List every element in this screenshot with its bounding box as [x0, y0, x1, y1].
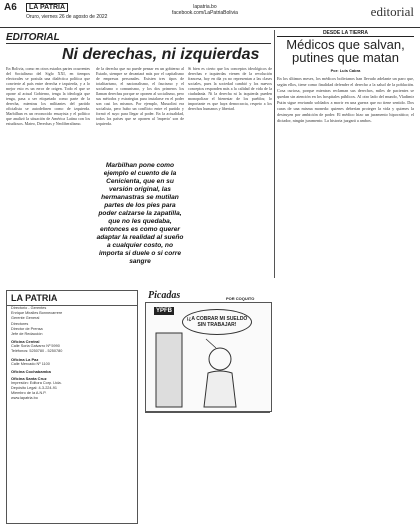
newspaper-logo: LA PATRIA — [26, 3, 68, 12]
masthead-section: Oficina Santa Cruz — [11, 375, 47, 381]
editorial-column-1: En Bolivia, como en otros estados partes ocurrentes del Socialismo del Siglo XXI, en tiempos electorales se postula una dialéctica política que convierte al país entre derecha e izquierda, y a lo mejor esto es un error de origen. Todo el que se opone al actual Gobierno, tenga la ideología que tenga, pasa a ser etiquetado como parte de la derecha, mientras los militantes del partido oficialista se autodefinen como de izquierda. Marbilhan es un reconocido ensayista y el político que analizó la situación de América Latina con los estudiosos. Mateo, Derechas y Neoliberalismo. — [6, 66, 90, 126]
masthead-line: Jefe de Redacción — [11, 332, 43, 337]
masthead-section: Oficina Central — [11, 339, 40, 345]
cartoon-drawing — [146, 303, 271, 411]
editorial-pullquote: Marbilhan pone como ejemplo el cuento de la Cenicienta, que en su versión original, las hermanastras se mutilan partes de los pies para poder calzarse la zapatilla, que no les quedaba, entonces es como querer adaptar la realidad al sueño a cualquier costo, no importa si duele o si corre sangre — [96, 162, 184, 265]
masthead-line: www.lapatria.bo — [11, 396, 38, 401]
column-kicker: DESDE LA TIERRA — [277, 30, 414, 37]
masthead-line: Directores — [11, 321, 29, 326]
masthead-line: Teléfonos: 5250780 - 5250780 — [11, 349, 63, 354]
issue-date: Oruro, viernes 26 de agosto de 2022 — [26, 14, 108, 20]
cartoon-credit: POR COQUITO — [226, 296, 255, 301]
masthead-title: LA PATRIA — [7, 291, 137, 306]
page-number: A6 — [4, 2, 17, 13]
masthead-line: Depósito Legal: 4-3-224-91 — [11, 386, 58, 391]
ypfb-sign: YPFB — [156, 308, 173, 314]
masthead-line: Directorio - Gerentes — [11, 306, 47, 310]
speech-bubble: ¡¿A COBRAR MI SUELDO SIN TRABAJAR! — [182, 309, 252, 335]
column-headline: Médicos que salvan, putines que matan — [286, 37, 405, 65]
masthead-line: Impresión: Editora Corp. Ltda. — [11, 380, 62, 385]
editorial-column-3: Si bien es cierto que los conceptos ideológicos de derechas e izquierdas vienen de la revolución francesa, hoy en día ya no representan a las clases sociales, pues la sociedad cambió y los nuevos conceptos responden más a la calidad de vida de la ciudadanía. Ni la derecha ni la izquierda pueden monopolizar el bienestar de los pueblos; lo importante es que haya democracia, respeto a los derechos humanos y libertad. — [188, 66, 272, 111]
facebook-url: facebook.com/LaPatriaBolivia — [172, 10, 238, 16]
editorial-column-2-end — [96, 262, 184, 278]
masthead-section: Oficina La Paz — [11, 356, 39, 362]
editorial-label: EDITORIAL — [6, 32, 60, 43]
masthead-line: Enrique Miralles Bonnecarrere — [11, 311, 63, 316]
masthead-line: Gerente General — [11, 316, 40, 321]
masthead-line: Director de Prensa — [11, 326, 43, 331]
website-info — [172, 4, 238, 16]
cartoon-panel — [145, 302, 272, 412]
column-author: Por: Luis Cabra — [330, 68, 361, 73]
cartoon-divider — [145, 412, 270, 413]
masthead-line: Calle Soria Galvarro Nº 5990 — [11, 344, 60, 349]
masthead-line: Calle Mercado Nº 1100 — [11, 361, 50, 366]
cartoon-title: Picadas — [148, 290, 181, 301]
editorial-headline: Ni derechas, ni izquierdas — [62, 46, 260, 63]
column-body: En los últimos meses, los médicos bolivianos han llevado adelante un paro que, según ellos, tiene como finalidad defender el derecho a la salud de la población. Cosa curiosa, porque mientras reclaman sus derechos, miles de pacientes se quedan sin atención en los hospitales públicos. Al otro lado del mundo, Vladimir Putin sigue enviando soldados a morir en una guerra que no tiene sentido. Dos caras de una misma moneda: quienes deberían proteger la vida y quienes la destruyen por ambición de poder. El médico hizo un juramento hipocrático; el dictador, ningún juramento. La historia juzgará a ambos. — [277, 76, 414, 123]
masthead-box — [6, 290, 138, 524]
editorial-column-2: de la derecha que no puede pensar en un gobierno al Estado, siempre se decantará más por el capitalismo de empresas personales. Existen tres tipos de totalitarismo, el nacionalismo, el fascismo y el socialismo o comunismo, y los dos primeros los llaman derechas porque se oponen al socialismo, pero sus métodos y estrategias para instalarse en el poder son casi los mismos. Por ejemplo, Mussolini era socialista, pero hubo un conflicto entre el partido y formó el suyo para llegar al poder. En la actualidad, todos los países que se oponen al 'imperio' son de izquierda. — [96, 66, 184, 126]
editorial-divider — [6, 43, 271, 44]
page-header — [0, 0, 420, 28]
section-title: editorial — [370, 4, 414, 19]
website-url: lapatria.bo — [193, 4, 217, 10]
masthead-line: Miembro de la A.N.P. — [11, 391, 47, 396]
column-divider — [274, 30, 275, 278]
masthead-section: Oficina Cochabamba — [11, 368, 51, 374]
